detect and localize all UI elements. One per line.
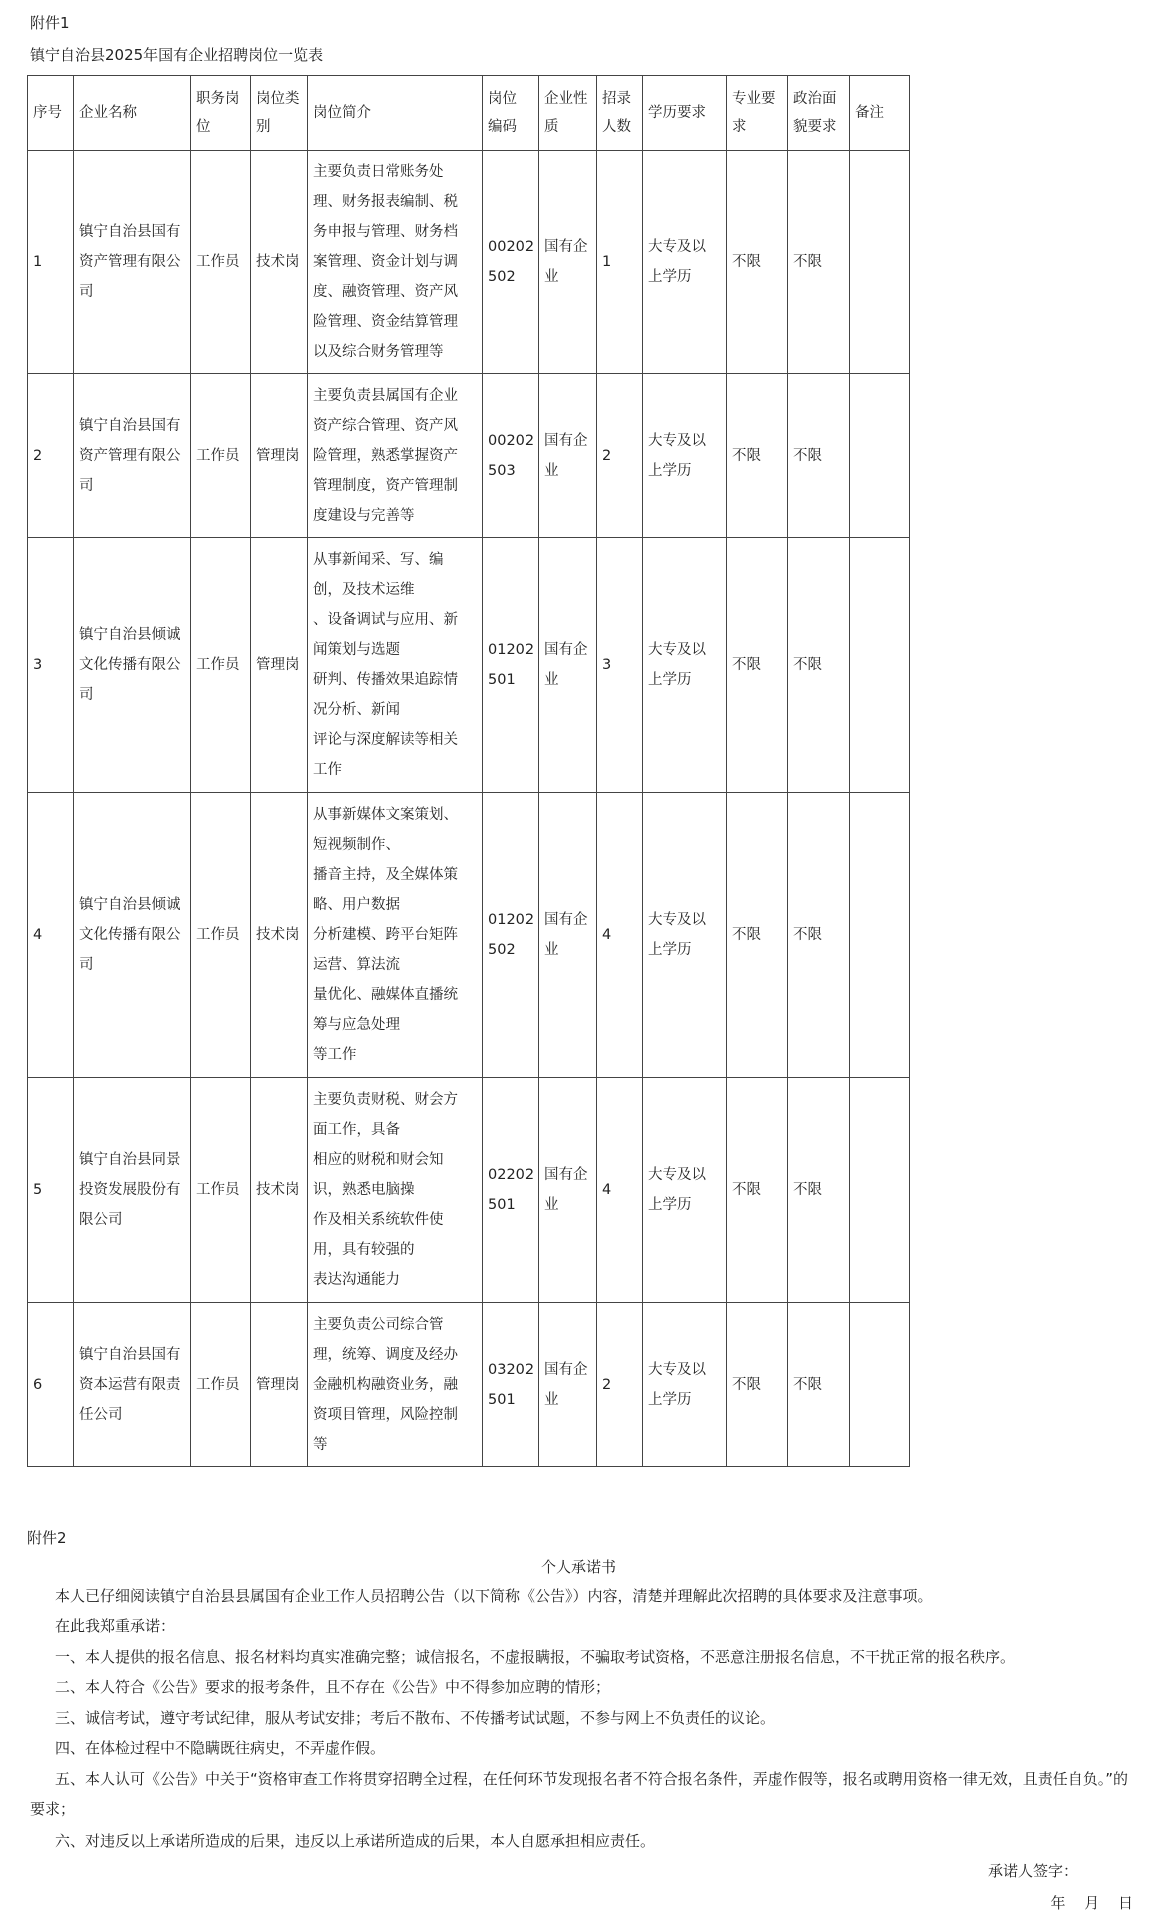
cell-line: 管理制度，资产管理制 — [313, 477, 458, 494]
table-row — [28, 1303, 910, 1467]
pledge-title: 个人承诺书 — [540, 1558, 616, 1576]
cell-code — [483, 374, 539, 538]
pledge-paragraph: 六、对违反以上承诺所造成的后果，违反以上承诺所造成的后果，本人自愿承担相应责任。 — [55, 1832, 656, 1850]
cell-seq: 6 — [28, 1303, 74, 1467]
cell-line: 业 — [544, 1391, 559, 1408]
cell-intro — [308, 374, 483, 538]
cell-line: 用，具有较强的 — [313, 1242, 415, 1258]
cell-major: 不限 — [727, 793, 788, 1078]
cell-company — [74, 1303, 191, 1467]
cell-company — [74, 151, 191, 374]
cell-line: 大专及以 — [648, 912, 706, 928]
cell-line: 度建设与完善等 — [313, 507, 415, 524]
cell-line: 业 — [544, 269, 559, 285]
cell-nature — [539, 374, 597, 538]
table-row — [28, 1078, 910, 1303]
cell-intro — [308, 151, 483, 374]
cell-line: 业 — [544, 462, 559, 479]
cell-line: 表达沟通能力 — [313, 1272, 400, 1288]
cell-line: 上学历 — [648, 462, 692, 479]
cell-education — [643, 1078, 727, 1303]
cell-line: 镇宁自治县国有 — [79, 417, 181, 434]
cell-line: 岗位类 — [256, 91, 300, 107]
cell-line: 面工作，具备 — [313, 1122, 400, 1138]
cell-line: 资产管理有限公 — [79, 254, 181, 270]
positions-table — [27, 75, 910, 1467]
cell-code — [483, 793, 539, 1078]
cell-line: 工作 — [313, 762, 342, 778]
cell-line: 镇宁自治县倾诚 — [79, 897, 181, 913]
cell-line: 业 — [544, 942, 559, 958]
cell-education — [643, 793, 727, 1078]
cell-line: 播音主持，及全媒体策 — [313, 867, 458, 883]
cell-intro — [308, 793, 483, 1078]
cell-seq: 1 — [28, 151, 74, 374]
cell-line: 、设备调试与应用、新 — [313, 612, 458, 628]
cell-major: 不限 — [727, 1303, 788, 1467]
cell-category: 技术岗 — [251, 793, 308, 1078]
cell-line: 理，统筹、调度及经办 — [313, 1346, 458, 1363]
cell-line: 01202 — [488, 912, 535, 928]
cell-line: 编码 — [488, 119, 517, 135]
cell-line: 专业要 — [732, 91, 776, 107]
cell-count: 3 — [597, 538, 643, 793]
cell-company — [74, 374, 191, 538]
cell-line: 502 — [488, 942, 516, 958]
cell-category: 管理岗 — [251, 538, 308, 793]
cell-line: 质 — [544, 119, 559, 135]
cell-line: 政治面 — [793, 91, 837, 107]
cell-political: 不限 — [788, 1078, 850, 1303]
cell-line: 上学历 — [648, 269, 692, 285]
pledge-paragraph: 二、本人符合《公告》要求的报考条件，且不存在《公告》中不得参加应聘的情形； — [55, 1678, 611, 1696]
cell-line: 岗位简介 — [313, 105, 371, 121]
cell-major: 不限 — [727, 1078, 788, 1303]
cell-remark — [850, 1078, 910, 1303]
cell-line: 大专及以 — [648, 432, 706, 449]
cell-line: 险管理，熟悉掌握资产 — [313, 447, 458, 464]
cell-company — [74, 1078, 191, 1303]
cell-major: 不限 — [727, 374, 788, 538]
header-political — [788, 76, 850, 151]
cell-line: 序号 — [33, 105, 62, 121]
cell-seq: 2 — [28, 374, 74, 538]
cell-line: 案管理、资金计划与调 — [313, 254, 458, 270]
cell-line: 资本运营有限责 — [79, 1376, 181, 1393]
cell-line: 文化传播有限公 — [79, 927, 181, 943]
cell-code — [483, 538, 539, 793]
cell-post: 工作员 — [191, 374, 251, 538]
cell-line: 02202 — [488, 1167, 535, 1183]
cell-line: 国有企 — [544, 642, 588, 658]
cell-nature — [539, 793, 597, 1078]
cell-line: 险管理、资金结算管理 — [313, 314, 458, 330]
cell-line: 投资发展股份有 — [79, 1182, 181, 1198]
header-company — [74, 76, 191, 151]
cell-intro — [308, 1303, 483, 1467]
table-title: 镇宁自治县2025年国有企业招聘岗位一览表 — [30, 46, 324, 64]
cell-line: 501 — [488, 1197, 516, 1213]
header-major — [727, 76, 788, 151]
pledge-paragraph: 一、本人提供的报名信息、报名材料均真实准确完整；诚信报名，不虚报瞒报，不骗取考试资格，不恶意注册报名信息，不干扰正常的报名秩序。 — [55, 1648, 1016, 1666]
cell-company — [74, 793, 191, 1078]
cell-line: 大专及以 — [648, 1361, 706, 1378]
cell-line: 求 — [732, 119, 747, 135]
cell-line: 貌要求 — [793, 119, 837, 135]
header-remark — [850, 76, 910, 151]
cell-political: 不限 — [788, 151, 850, 374]
signature-label: 承诺人签字： — [987, 1862, 1078, 1880]
cell-post: 工作员 — [191, 151, 251, 374]
cell-line: 务申报与管理、财务档 — [313, 224, 458, 240]
cell-line: 主要负责县属国有企业 — [313, 387, 458, 404]
cell-count: 4 — [597, 1078, 643, 1303]
cell-line: 职务岗 — [196, 91, 240, 107]
cell-line: 以及综合财务管理等 — [313, 344, 444, 360]
cell-line: 501 — [488, 1391, 516, 1408]
cell-line: 作及相关系统软件使 — [313, 1212, 444, 1228]
cell-line: 司 — [79, 687, 94, 703]
cell-line: 研判、传播效果追踪情 — [313, 672, 458, 688]
cell-education — [643, 151, 727, 374]
header-count — [597, 76, 643, 151]
cell-nature — [539, 151, 597, 374]
cell-education — [643, 1303, 727, 1467]
cell-line: 企业名称 — [79, 105, 137, 121]
cell-line: 资产管理有限公 — [79, 447, 181, 464]
cell-nature — [539, 1303, 597, 1467]
cell-count: 4 — [597, 793, 643, 1078]
cell-post: 工作员 — [191, 1303, 251, 1467]
pledge-paragraph: 四、在体检过程中不隐瞒既往病史，不弄虚作假。 — [55, 1739, 386, 1757]
header-intro — [308, 76, 483, 151]
cell-line: 国有企 — [544, 432, 588, 449]
header-code — [483, 76, 539, 151]
table-row — [28, 538, 910, 793]
cell-seq: 3 — [28, 538, 74, 793]
cell-line: 资产综合管理、资产风 — [313, 417, 458, 434]
cell-line: 等工作 — [313, 1047, 357, 1063]
table-body — [28, 151, 910, 1467]
cell-line: 上学历 — [648, 672, 692, 688]
cell-line: 金融机构融资业务，融 — [313, 1376, 458, 1393]
cell-line: 03202 — [488, 1361, 535, 1378]
cell-major: 不限 — [727, 151, 788, 374]
date-label: 年 月 日 — [1050, 1894, 1133, 1912]
pledge-paragraph: 五、本人认可《公告》中关于“资格审查工作将贯穿招聘全过程，在任何环节发现报名者不符合报名条件，弄虚作假等，报名或聘用资格一律无效，且责任自负。”的要求； — [30, 1770, 1129, 1818]
cell-category: 技术岗 — [251, 151, 308, 374]
cell-category: 技术岗 — [251, 1078, 308, 1303]
cell-line: 主要负责财税、财会方 — [313, 1092, 458, 1108]
cell-line: 业 — [544, 1197, 559, 1213]
cell-remark — [850, 151, 910, 374]
cell-count: 1 — [597, 151, 643, 374]
cell-line: 镇宁自治县倾诚 — [79, 627, 181, 643]
cell-remark — [850, 1303, 910, 1467]
cell-political: 不限 — [788, 793, 850, 1078]
cell-line: 502 — [488, 269, 516, 285]
table-row — [28, 374, 910, 538]
cell-line: 运营、算法流 — [313, 957, 400, 973]
pledge-paragraph: 三、诚信考试，遵守考试纪律，服从考试安排；考后不散布、不传播考试试题，不参与网上不负责任的议论。 — [55, 1709, 776, 1727]
cell-line: 从事新媒体文案策划、 — [313, 807, 458, 823]
cell-line: 国有企 — [544, 1361, 588, 1378]
cell-line: 大专及以 — [648, 239, 706, 255]
cell-nature — [539, 538, 597, 793]
cell-line: 评论与深度解读等相关 — [313, 732, 458, 748]
cell-political: 不限 — [788, 538, 850, 793]
cell-line: 司 — [79, 477, 94, 494]
cell-remark — [850, 793, 910, 1078]
cell-line: 备注 — [855, 105, 884, 121]
cell-line: 理、财务报表编制、税 — [313, 194, 458, 210]
cell-line: 识，熟悉电脑操 — [313, 1182, 415, 1198]
cell-line: 主要负责公司综合管 — [313, 1316, 444, 1333]
table-header-row — [28, 76, 910, 151]
cell-line: 503 — [488, 462, 516, 479]
cell-line: 00202 — [488, 239, 535, 255]
cell-line: 学历要求 — [648, 105, 706, 121]
table-row — [28, 151, 910, 374]
cell-line: 镇宁自治县国有 — [79, 224, 181, 240]
cell-line: 任公司 — [79, 1406, 123, 1423]
header-education — [643, 76, 727, 151]
cell-line: 略、用户数据 — [313, 897, 400, 913]
header-post — [191, 76, 251, 151]
header-nature — [539, 76, 597, 151]
cell-line: 限公司 — [79, 1212, 123, 1228]
cell-line: 筹与应急处理 — [313, 1017, 400, 1033]
cell-line: 司 — [79, 284, 94, 300]
cell-code — [483, 151, 539, 374]
cell-education — [643, 374, 727, 538]
cell-company — [74, 538, 191, 793]
cell-line: 别 — [256, 119, 271, 135]
cell-line: 况分析、新闻 — [313, 702, 400, 718]
cell-line: 上学历 — [648, 1391, 692, 1408]
cell-line: 分析建模、跨平台矩阵 — [313, 927, 458, 943]
cell-line: 短视频制作、 — [313, 837, 400, 853]
cell-line: 岗位 — [488, 91, 517, 107]
cell-line: 等 — [313, 1436, 328, 1453]
cell-line: 镇宁自治县同景 — [79, 1152, 181, 1168]
cell-line: 司 — [79, 957, 94, 973]
cell-line: 国有企 — [544, 912, 588, 928]
cell-major: 不限 — [727, 538, 788, 793]
cell-code — [483, 1303, 539, 1467]
cell-line: 资项目管理，风险控制 — [313, 1406, 458, 1423]
cell-line: 从事新闻采、写、编 — [313, 552, 444, 568]
cell-line: 招录 — [602, 91, 631, 107]
cell-post: 工作员 — [191, 1078, 251, 1303]
cell-code — [483, 1078, 539, 1303]
cell-line: 国有企 — [544, 239, 588, 255]
pledge-paragraph: 本人已仔细阅读镇宁自治县县属国有企业工作人员招聘公告（以下简称《公告》）内容，清楚并理解此次招聘的具体要求及注意事项。 — [55, 1587, 933, 1605]
cell-seq: 4 — [28, 793, 74, 1078]
attachment-1-label: 附件1 — [30, 14, 70, 32]
cell-political: 不限 — [788, 374, 850, 538]
cell-line: 企业性 — [544, 91, 588, 107]
cell-line: 大专及以 — [648, 642, 706, 658]
cell-seq: 5 — [28, 1078, 74, 1303]
header-seq — [28, 76, 74, 151]
table-row — [28, 793, 910, 1078]
header-category — [251, 76, 308, 151]
cell-line: 度、融资管理、资产风 — [313, 284, 458, 300]
cell-category: 管理岗 — [251, 374, 308, 538]
cell-intro — [308, 538, 483, 793]
cell-line: 大专及以 — [648, 1167, 706, 1183]
cell-political: 不限 — [788, 1303, 850, 1467]
cell-category: 管理岗 — [251, 1303, 308, 1467]
cell-count: 2 — [597, 374, 643, 538]
pledge-paragraph: 在此我郑重承诺： — [55, 1617, 176, 1635]
cell-line: 上学历 — [648, 942, 692, 958]
cell-line: 文化传播有限公 — [79, 657, 181, 673]
cell-post: 工作员 — [191, 538, 251, 793]
cell-line: 相应的财税和财会知 — [313, 1152, 444, 1168]
cell-line: 01202 — [488, 642, 535, 658]
cell-remark — [850, 374, 910, 538]
cell-line: 主要负责日常账务处 — [313, 164, 444, 180]
cell-line: 501 — [488, 672, 516, 688]
cell-education — [643, 538, 727, 793]
cell-line: 位 — [196, 119, 211, 135]
cell-line: 人数 — [602, 119, 631, 135]
cell-line: 量优化、融媒体直播统 — [313, 987, 458, 1003]
cell-line: 00202 — [488, 432, 535, 449]
cell-post: 工作员 — [191, 793, 251, 1078]
cell-line: 创，及技术运维 — [313, 582, 415, 598]
attachment-2-label: 附件2 — [27, 1529, 67, 1547]
cell-remark — [850, 538, 910, 793]
cell-count: 2 — [597, 1303, 643, 1467]
cell-line: 镇宁自治县国有 — [79, 1346, 181, 1363]
cell-line: 国有企 — [544, 1167, 588, 1183]
cell-nature — [539, 1078, 597, 1303]
cell-line: 上学历 — [648, 1197, 692, 1213]
cell-line: 闻策划与选题 — [313, 642, 400, 658]
cell-line: 业 — [544, 672, 559, 688]
cell-intro — [308, 1078, 483, 1303]
